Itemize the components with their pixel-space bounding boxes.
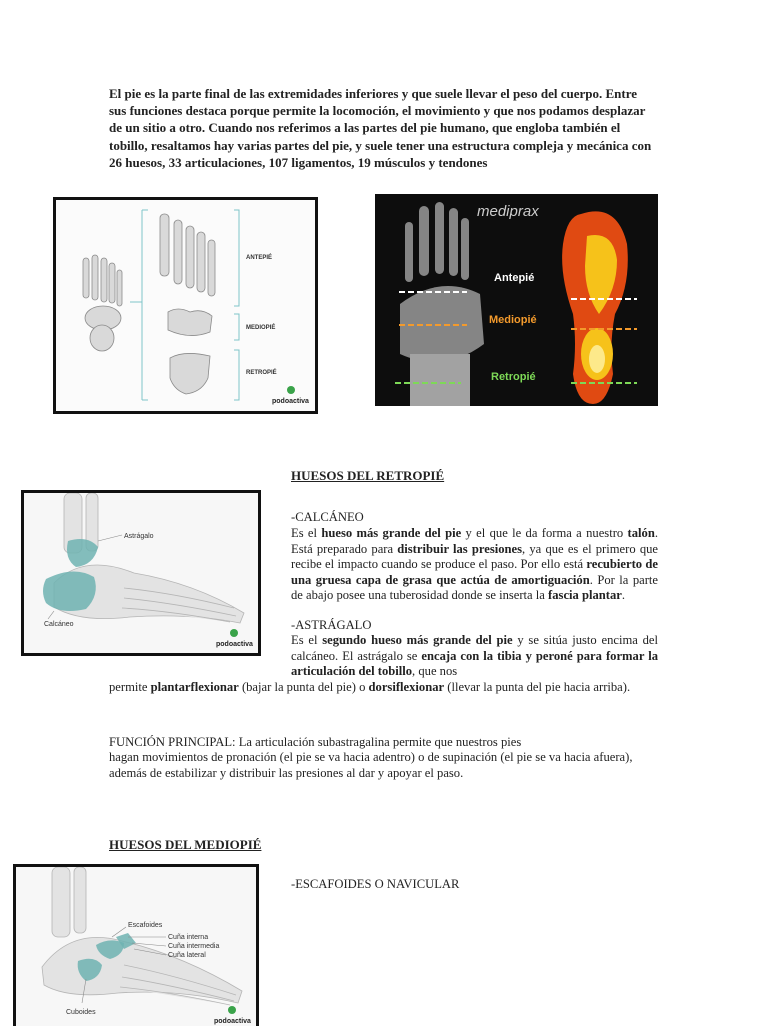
foot-parts-diagram — [56, 200, 315, 411]
foot-parts-figure — [53, 197, 318, 414]
mediopie-illustration — [16, 867, 256, 1026]
label-antepie: ANTEPIÉ — [246, 255, 273, 261]
calcaneo-bone — [43, 571, 96, 611]
funcion-principal-line1: FUNCIÓN PRINCIPAL: La articulación subastragalina permite que nuestros pies — [109, 735, 522, 749]
label-escafoides: Escafoides — [128, 922, 163, 929]
podoactiva-logo-icon — [230, 629, 238, 637]
label-calcaneo: Calcáneo — [44, 621, 74, 628]
calcaneo-title: -CALCÁNEO — [291, 510, 364, 524]
retropie-figure — [21, 490, 261, 656]
xray-label-retropie: Retropié — [491, 371, 536, 383]
xray-label-mediopie: Mediopié — [489, 314, 537, 326]
xray-pressure-image — [375, 194, 658, 406]
xray-label-antepie: Antepié — [494, 272, 535, 284]
label-cuboides: Cuboides — [66, 1009, 96, 1016]
podoactiva-logo-icon — [287, 386, 295, 394]
midfoot-bones — [168, 309, 212, 336]
astragalo-title: -ASTRÁGALO — [291, 618, 372, 632]
astragalo-paragraph: Es el segundo hueso más grande del pie y se sitúa justo encima del calcáneo. El astrágalo se encaja con la tibia y peroné para formar la articulación del tobillo, que nos — [291, 633, 658, 679]
astragalo-paragraph-continued: permite plantarflexionar (bajar la punta del pie) o dorsiflexionar (llevar la punta del pie hacia arriba). — [109, 680, 631, 694]
mediprax-logo: mediprax — [477, 203, 539, 220]
label-retropie: RETROPIÉ — [246, 370, 277, 376]
retropie-illustration — [24, 493, 258, 653]
label-cuna-lateral: Cuña lateral — [168, 952, 206, 959]
label-cuna-intermedia: Cuña intermedia — [168, 943, 220, 950]
podoactiva-logo: podoactiva — [216, 641, 253, 648]
podoactiva-logo-icon — [228, 1006, 236, 1014]
mediopie-figure — [13, 864, 259, 1026]
mediopie-heading: HUESOS DEL MEDIOPIÉ — [109, 837, 262, 852]
funcion-principal-line2: hagan movimientos de pronación (el pie se va hacia adentro) o de supinación (el pie se va hacia afuera), además de estabilizar y distribuir las presiones al dar y apoyar el paso. — [109, 750, 633, 780]
intro-paragraph: El pie es la parte final de las extremidades inferiores y que suele llevar el peso del cuerpo. Entre sus funciones destaca porque permite la locomoción, el movimiento y que nos podamos desplazar de un sitio a otro. Cuando nos referimos a las partes del pie humano, que engloba también el tobillo, resaltamos hay varias partes del pie, y suele tener una estructura compleja y mecánica con 26 huesos, 33 articulaciones, 107 ligamentos, 19 músculos y tendones — [109, 86, 652, 170]
podoactiva-logo: podoactiva — [272, 398, 309, 405]
label-cuna-interna: Cuña interna — [168, 934, 209, 941]
escafoides-title: -ESCAFOIDES O NAVICULAR — [291, 877, 460, 891]
podoactiva-logo: podoactiva — [214, 1018, 251, 1025]
xray-pressure-figure — [375, 194, 658, 406]
label-mediopie: MEDIOPIÉ — [246, 325, 276, 331]
retropie-heading: HUESOS DEL RETROPIÉ — [291, 468, 445, 483]
calcaneo-paragraph: Es el hueso más grande del pie y el que le da forma a nuestro talón. Está preparado para distribuir las presiones, ya que es el primero que recibe el impacto cuando se produce el paso. Por ello está recubierto de una gruesa capa de grasa que actúa de amortiguación. Por la parte de abajo posee una tuberosidad donde se inserta la fascia plantar. — [291, 526, 658, 603]
label-astragalo: Astrágalo — [124, 533, 154, 540]
